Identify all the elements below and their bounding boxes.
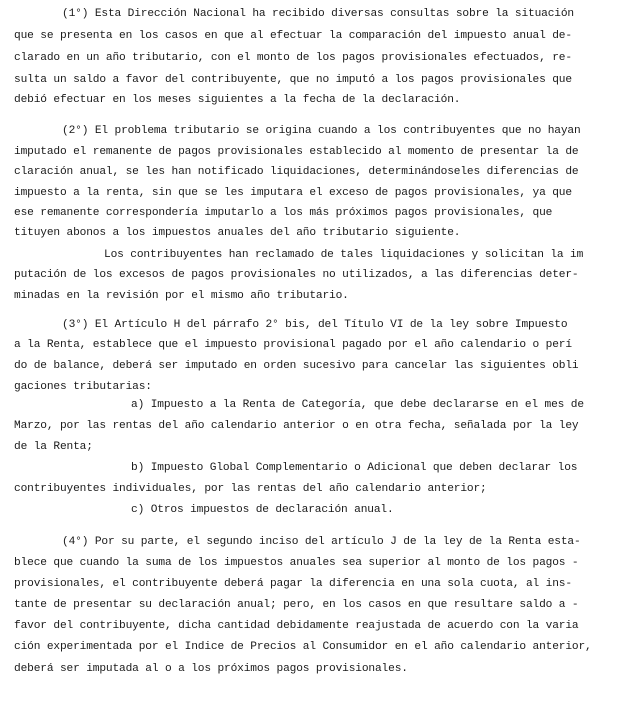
item-a-line-1: a) Impuesto a la Renta de Categoría, que debe declararse en el mes de [131,399,584,411]
paragraph-2-line-6: tituyen abonos a los impuestos anuales del año tributario siguiente. [14,227,461,239]
paragraph-3-line-1: Los contribuyentes han reclamado de tales liquidaciones y solicitan la im [104,249,584,261]
paragraph-2-line-3: claración anual, se les han notificado liquidaciones, determinándoseles diferencias de [14,166,579,178]
paragraph-5-line-5: favor del contribuyente, dicha cantidad debidamente reajustada de acuerdo con la varia [14,620,579,632]
paragraph-1-line-2: que se presenta en los casos en que al efectuar la comparación del impuesto anual de- [14,30,572,42]
paragraph-3-line-2: putación de los excesos de pagos provisionales no utilizados, a las diferencias deter- [14,269,579,281]
paragraph-5-line-2: blece que cuando la suma de los impuestos anuales sea superior al monto de los pagos - [14,557,579,569]
paragraph-5-line-4: tante de presentar su declaración anual; pero, en los casos en que resultare saldo a - [14,599,579,611]
paragraph-2-line-5: ese remanente correspondería imputarlo a los más próximos pagos provisionales, que [14,207,553,219]
paragraph-1-line-3: clarado en un año tributario, con el monto de los pagos provisionales efectuados, re- [14,52,572,64]
paragraph-2-line-1: (2°) El problema tributario se origina cuando a los contribuyentes que no hayan [62,125,581,137]
paragraph-4-line-1: (3°) El Artículo H del párrafo 2° bis, del Título VI de la ley sobre Impuesto [62,319,568,331]
paragraph-5-line-1: (4°) Por su parte, el segundo inciso del artículo J de la ley de la Renta esta- [62,536,581,548]
paragraph-4-line-4: gaciones tributarias: [14,381,152,393]
item-b-line-2: contribuyentes individuales, por las rentas del año calendario anterior; [14,483,487,495]
item-c-line-1: c) Otros impuestos de declaración anual. [131,504,394,516]
item-a-line-2: Marzo, por las rentas del año calendario anterior o en otra fecha, señalada por la ley [14,420,579,432]
item-b-line-1: b) Impuesto Global Complementario o Adicional que deben declarar los [131,462,578,474]
paragraph-5-line-7: deberá ser imputada al o a los próximos pagos provisionales. [14,663,408,675]
paragraph-1-line-4: sulta un saldo a favor del contribuyente, que no imputó a los pagos provisionales que [14,74,572,86]
paragraph-3-line-3: minadas en la revisión por el mismo año tributario. [14,290,349,302]
paragraph-4-line-2: a la Renta, establece que el impuesto provisional pagado por el año calendario o perí [14,339,572,351]
paragraph-5-line-3: provisionales, el contribuyente deberá pagar la diferencia en una sola cuota, al ins- [14,578,572,590]
paragraph-1-line-5: debió efectuar en los meses siguientes a la fecha de la declaración. [14,94,461,106]
paragraph-1-line-1: (1°) Esta Dirección Nacional ha recibido diversas consultas sobre la situación [62,8,574,20]
paragraph-2-line-4: impuesto a la renta, sin que se les imputara el exceso de pagos provisionales, ya que [14,187,572,199]
paragraph-5-line-6: ción experimentada por el Indice de Precios al Consumidor en el año calendario anterior, [14,641,592,653]
paragraph-2-line-2: imputado el remanente de pagos provisionales establecido al momento de presentar la de [14,146,579,158]
item-a-line-3: de la Renta; [14,441,93,453]
paragraph-4-line-3: do de balance, deberá ser imputado en orden sucesivo para cancelar las siguientes obli [14,360,579,372]
